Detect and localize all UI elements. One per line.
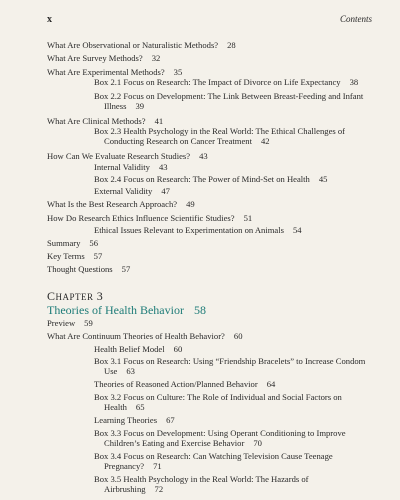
- toc-entry-cont: Use 63: [104, 366, 135, 376]
- toc-entry: Box 3.2 Focus on Culture: The Role of Individual and Social Factors on: [94, 392, 342, 402]
- toc-entry: Thought Questions 57: [47, 264, 131, 274]
- toc-entry: What Are Clinical Methods? 41: [47, 116, 164, 126]
- toc-entry: Theories of Reasoned Action/Planned Behavior 64: [94, 379, 276, 389]
- toc-entry: Learning Theories 67: [94, 415, 175, 425]
- toc-entry-cont: Children’s Eating and Exercise Behavior 70: [104, 438, 262, 448]
- toc-entry: Key Terms 57: [47, 251, 103, 261]
- toc-entry: What Are Survey Methods? 32: [47, 53, 161, 63]
- toc-entry: Ethical Issues Relevant to Experimentation on Animals 54: [94, 225, 302, 235]
- toc-entry: Box 2.3 Health Psychology in the Real World: The Ethical Challenges of: [94, 126, 346, 136]
- toc-entry: Health Belief Model 60: [94, 344, 183, 354]
- toc-entry: Box 2.1 Focus on Research: The Impact of Divorce on Life Expectancy 38: [94, 77, 359, 87]
- toc-entry: Box 3.4 Focus on Research: Can Watching Television Cause Teenage: [94, 451, 333, 461]
- toc-entry: What Are Observational or Naturalistic Methods? 28: [47, 40, 236, 50]
- toc-entry: What Is the Best Research Approach? 49: [47, 199, 195, 209]
- toc-entry-cont: Airbrushing 72: [104, 484, 164, 494]
- page-number: x: [47, 14, 52, 25]
- toc-entry: Box 2.4 Focus on Research: The Power of Mind-Set on Health 45: [94, 174, 328, 184]
- toc-entry-cont: Illness 39: [104, 101, 145, 111]
- toc-entry: Box 3.5 Health Psychology in the Real World: The Hazards of: [94, 474, 309, 484]
- toc-entry-cont: Conducting Research on Cancer Treatment 42: [104, 136, 270, 146]
- toc-entry: External Validity 47: [94, 186, 170, 196]
- chapter-label: CHAPTER 3: [47, 289, 104, 303]
- toc-entry: Box 3.1 Focus on Research: Using “Friendship Bracelets” to Increase Condom: [94, 356, 366, 366]
- toc-entry: How Do Research Ethics Influence Scientific Studies? 51: [47, 213, 253, 223]
- toc-entry-cont: Health 65: [104, 402, 145, 412]
- toc-entry: Summary 56: [47, 238, 99, 248]
- toc-entry: Box 3.3 Focus on Development: Using Operant Conditioning to Improve: [94, 428, 346, 438]
- chapter-title: Theories of Health Behavior 58: [47, 303, 206, 317]
- toc-entry: Preview 59: [47, 318, 93, 328]
- toc-entry: Box 2.2 Focus on Development: The Link Between Breast-Feeding and Infant: [94, 91, 364, 101]
- toc-entry: How Can We Evaluate Research Studies? 43: [47, 151, 208, 161]
- running-title: Contents: [339, 14, 372, 24]
- toc-entry: What Are Continuum Theories of Health Behavior? 60: [47, 331, 243, 341]
- toc-entry-cont: Pregnancy? 71: [104, 461, 162, 471]
- toc-entry: Internal Validity 43: [94, 162, 168, 172]
- toc-entry: What Are Experimental Methods? 35: [47, 67, 183, 77]
